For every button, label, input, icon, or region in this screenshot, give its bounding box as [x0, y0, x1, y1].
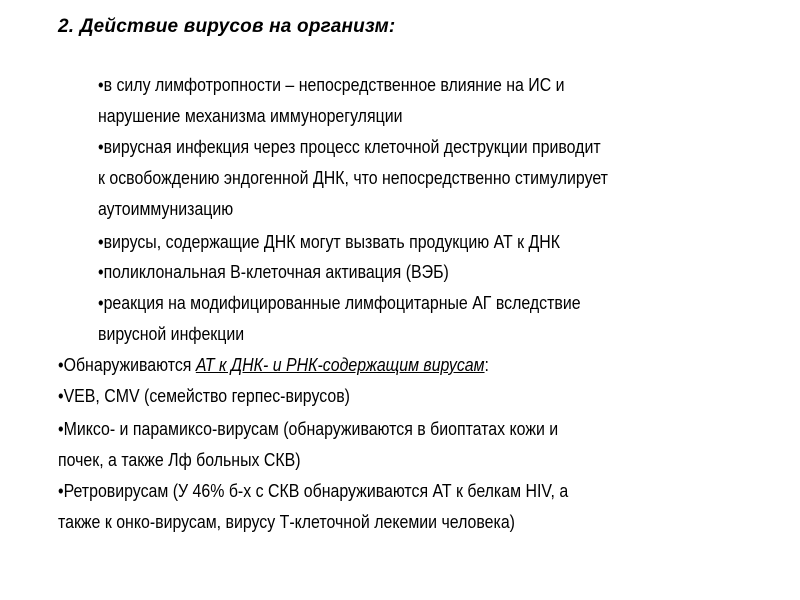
sub-bullet-1-line-1: •в силу лимфотропности – непосредственное влияние на ИС и	[98, 74, 565, 95]
bullet-detected-prefix: •Обнаруживаются	[58, 354, 196, 375]
bullet-detected-suffix: :	[484, 354, 489, 375]
sub-bullet-2-line-3: аутоиммунизацию	[98, 198, 234, 219]
bullet-retro-line-2: также к онко-вирусам, вирусу Т-клеточной лекемии человека)	[58, 511, 515, 532]
bullet-retro-line-1: •Ретровирусам (У 46% б-х с СКВ обнаруживаются АТ к белкам HIV, а	[58, 480, 569, 501]
sub-bullet-2-line-2: к освобождению эндогенной ДНК, что непосредственно стимулирует	[98, 167, 608, 188]
bullet-myxo-line-2: почек, а также Лф больных СКВ)	[58, 449, 301, 470]
bullet-detected-emphasis: АТ к ДНК- и РНК-содержащим вирусам	[195, 354, 485, 375]
sub-bullet-4-line-1: •поликлональная В-клеточная активация (ВЭБ)	[98, 261, 449, 282]
sub-bullet-5-line-1: •реакция на модифицированные лимфоцитарные АГ вследствие	[98, 292, 581, 313]
slide-title: 2. Действие вирусов на организм:	[58, 16, 396, 37]
sub-bullet-1-line-2: нарушение механизма иммунорегуляции	[98, 105, 403, 126]
sub-bullet-3-line-1: •вирусы, содержащие ДНК могут вызвать продукцию АТ к ДНК	[98, 231, 561, 252]
bullet-detected	[58, 354, 489, 376]
sub-bullet-2-line-1: •вирусная инфекция через процесс клеточной деструкции приводит	[98, 136, 601, 157]
sub-bullet-5-line-2: вирусной инфекции	[98, 323, 245, 344]
bullet-myxo-line-1: •Миксо- и парамиксо-вирусам (обнаруживаются в биоптатах кожи и	[58, 418, 559, 439]
bullet-veb-cmv: •VEB, CMV (семейство герпес-вирусов)	[58, 385, 350, 406]
